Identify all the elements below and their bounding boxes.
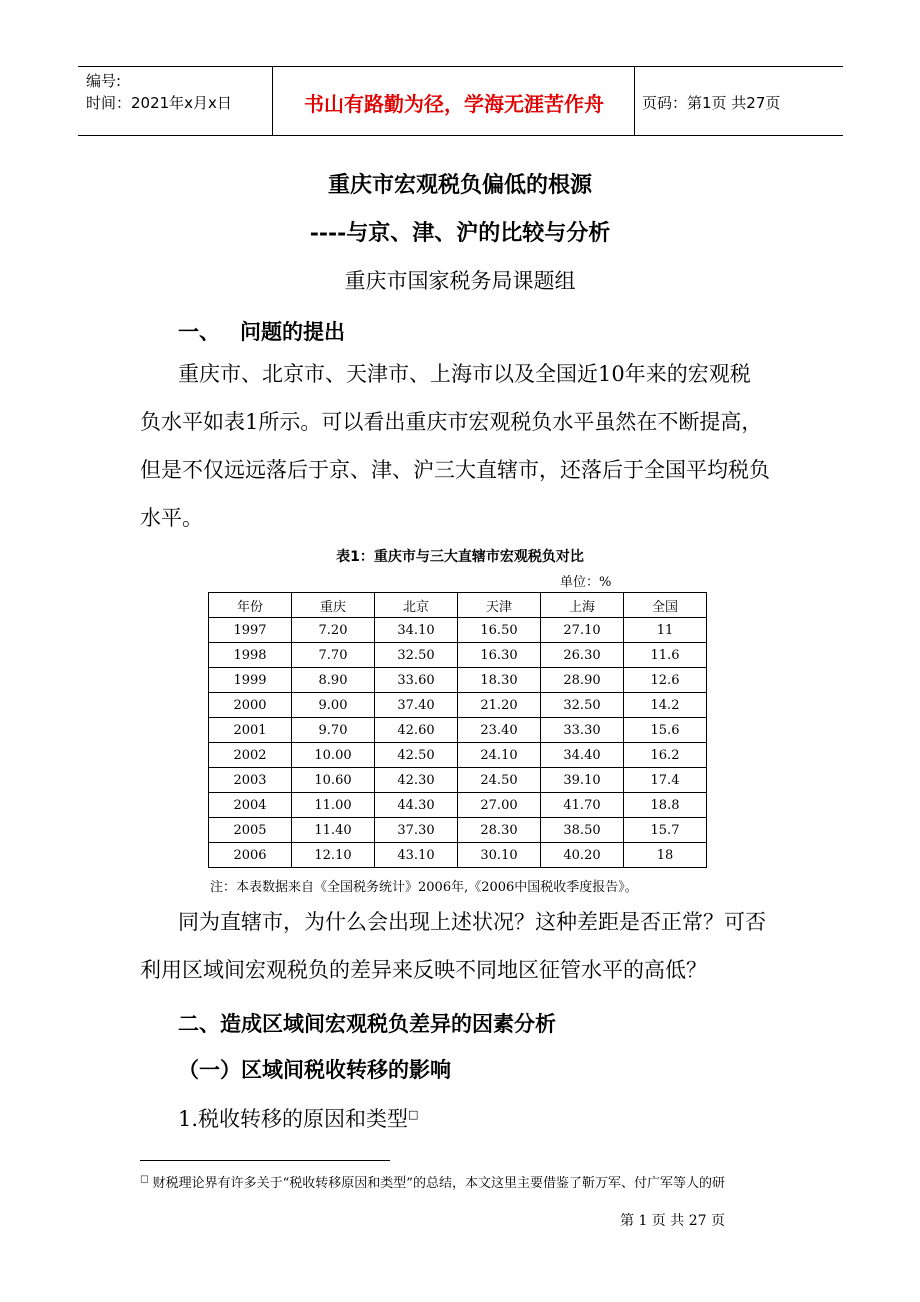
table-cell: 15.7 (624, 818, 707, 843)
paragraph-line: 但是不仅远远落后于京、津、沪三大直辖市，还落后于全国平均税负 (140, 458, 770, 482)
table-cell: 8.90 (292, 668, 375, 693)
table-cell: 37.30 (375, 818, 458, 843)
table-cell: 44.30 (375, 793, 458, 818)
table-cell: 43.10 (375, 843, 458, 868)
table-note: 注：本表数据来自《全国税务统计》2006年,《2006中国税收季度报告》。 (210, 880, 638, 895)
document-title: 重庆市宏观税负偏低的根源 (327, 172, 592, 198)
footnote-marker[interactable]: □ (408, 1108, 419, 1121)
table-cell: 12.6 (624, 668, 707, 693)
table-row (209, 768, 707, 793)
table-cell: 24.10 (458, 743, 541, 768)
footnote-text: 财税理论界有许多关于“税收转移原因和类型”的总结，本文这里主要借鉴了靳万军、付广军等人的研 (152, 1176, 725, 1191)
table-cell: 16.30 (458, 643, 541, 668)
table-header-cell: 全国 (624, 593, 707, 618)
header-page-label: 页码：第1页 共27页 (642, 94, 781, 112)
table-cell: 33.30 (541, 718, 624, 743)
table-row (209, 743, 707, 768)
table-cell: 2006 (209, 843, 292, 868)
footnote-rule (140, 1160, 390, 1161)
table-cell: 18.8 (624, 793, 707, 818)
table-cell: 37.40 (375, 693, 458, 718)
table-cell: 2002 (209, 743, 292, 768)
section-2-heading: 二、造成区域间宏观税负差异的因素分析 (178, 1011, 556, 1036)
paragraph-line: 同为直辖市，为什么会出现上述状况？这种差距是否正常？可否 (178, 910, 766, 934)
table-cell: 23.40 (458, 718, 541, 743)
table-cell: 26.30 (541, 643, 624, 668)
table-cell: 7.20 (292, 618, 375, 643)
table-row (209, 643, 707, 668)
table-cell: 9.00 (292, 693, 375, 718)
table-cell: 1997 (209, 618, 292, 643)
header-divider (272, 66, 273, 135)
paragraph-2 (140, 898, 780, 994)
subsection-title-text: 1.税收转移的原因和类型 (178, 1107, 409, 1131)
table-cell: 15.6 (624, 718, 707, 743)
table-cell: 39.10 (541, 768, 624, 793)
table-header-cell: 年份 (209, 593, 292, 618)
table-cell: 40.20 (541, 843, 624, 868)
header-bottom-rule (78, 135, 843, 136)
table-header-cell: 上海 (541, 593, 624, 618)
table-cell: 12.10 (292, 843, 375, 868)
paragraph-line: 水平。 (140, 506, 203, 530)
header-divider (634, 66, 635, 135)
tax-burden-table (208, 592, 707, 868)
table-cell: 30.10 (458, 843, 541, 868)
table-caption: 表1：重庆市与三大直辖市宏观税负对比 (336, 549, 584, 565)
table-cell: 41.70 (541, 793, 624, 818)
table-cell: 10.00 (292, 743, 375, 768)
header-top-rule (78, 66, 843, 67)
paragraph-line: 负水平如表1所示。可以看出重庆市宏观税负水平虽然在不断提高， (140, 410, 763, 434)
table-cell: 2005 (209, 818, 292, 843)
table-cell: 10.60 (292, 768, 375, 793)
paragraph-line: 重庆市、北京市、天津市、上海市以及全国近10年来的宏观税 (178, 362, 751, 386)
table-cell: 32.50 (375, 643, 458, 668)
table-cell: 24.50 (458, 768, 541, 793)
table-header-cell: 天津 (458, 593, 541, 618)
header-motto: 书山有路勤为径，学海无涯苦作舟 (304, 92, 604, 116)
table-cell: 16.2 (624, 743, 707, 768)
table-row (209, 818, 707, 843)
table-cell: 34.40 (541, 743, 624, 768)
header-meta (86, 70, 272, 114)
subsection-title (178, 1091, 818, 1143)
table-header-cell: 北京 (375, 593, 458, 618)
table-cell: 14.2 (624, 693, 707, 718)
section-1-number: 一、 (178, 319, 220, 344)
table-row (209, 843, 707, 868)
table-unit: 单位：% (560, 575, 612, 590)
table-cell: 21.20 (458, 693, 541, 718)
table-cell: 18 (624, 843, 707, 868)
table-cell: 27.00 (458, 793, 541, 818)
table-body (209, 618, 707, 868)
table-cell: 16.50 (458, 618, 541, 643)
header-time-label: 时间：2021年x月x日 (86, 94, 232, 112)
table-row (209, 718, 707, 743)
header-number-label: 编号: (86, 72, 122, 90)
table-cell: 11 (624, 618, 707, 643)
table-header-row (209, 593, 707, 618)
table-row (209, 618, 707, 643)
section-1-title: 问题的提出 (240, 319, 345, 344)
table-cell: 32.50 (541, 693, 624, 718)
section-2-1-heading: （一）区域间税收转移的影响 (178, 1057, 451, 1082)
table-cell: 42.30 (375, 768, 458, 793)
table-cell: 17.4 (624, 768, 707, 793)
paragraph-line: 利用区域间宏观税负的差异来反映不同地区征管水平的高低？ (140, 958, 707, 982)
table-cell: 34.10 (375, 618, 458, 643)
table-cell: 11.40 (292, 818, 375, 843)
footnote (140, 1172, 800, 1191)
table-cell: 42.50 (375, 743, 458, 768)
table-cell: 11.6 (624, 643, 707, 668)
table-row (209, 793, 707, 818)
table-cell: 9.70 (292, 718, 375, 743)
table-cell: 27.10 (541, 618, 624, 643)
table-cell: 2004 (209, 793, 292, 818)
paragraph-1 (140, 350, 780, 542)
section-1-heading (178, 316, 345, 346)
footnote-marker: □ (140, 1174, 149, 1185)
table-cell: 7.70 (292, 643, 375, 668)
table-cell: 2003 (209, 768, 292, 793)
table-cell: 33.60 (375, 668, 458, 693)
table-cell: 2000 (209, 693, 292, 718)
table-cell: 1998 (209, 643, 292, 668)
table-cell: 28.90 (541, 668, 624, 693)
document-subtitle: ----与京、津、沪的比较与分析 (309, 220, 611, 246)
table-cell: 42.60 (375, 718, 458, 743)
table-header-cell: 重庆 (292, 593, 375, 618)
document-author: 重庆市国家税务局课题组 (344, 269, 576, 293)
table-cell: 11.00 (292, 793, 375, 818)
table-cell: 38.50 (541, 818, 624, 843)
table-cell: 1999 (209, 668, 292, 693)
table-row (209, 693, 707, 718)
table-row (209, 668, 707, 693)
table-cell: 2001 (209, 718, 292, 743)
page-footer: 第 1 页 共 27 页 (620, 1213, 725, 1229)
table-cell: 28.30 (458, 818, 541, 843)
table-cell: 18.30 (458, 668, 541, 693)
section-2-1-1-heading (178, 1091, 818, 1143)
